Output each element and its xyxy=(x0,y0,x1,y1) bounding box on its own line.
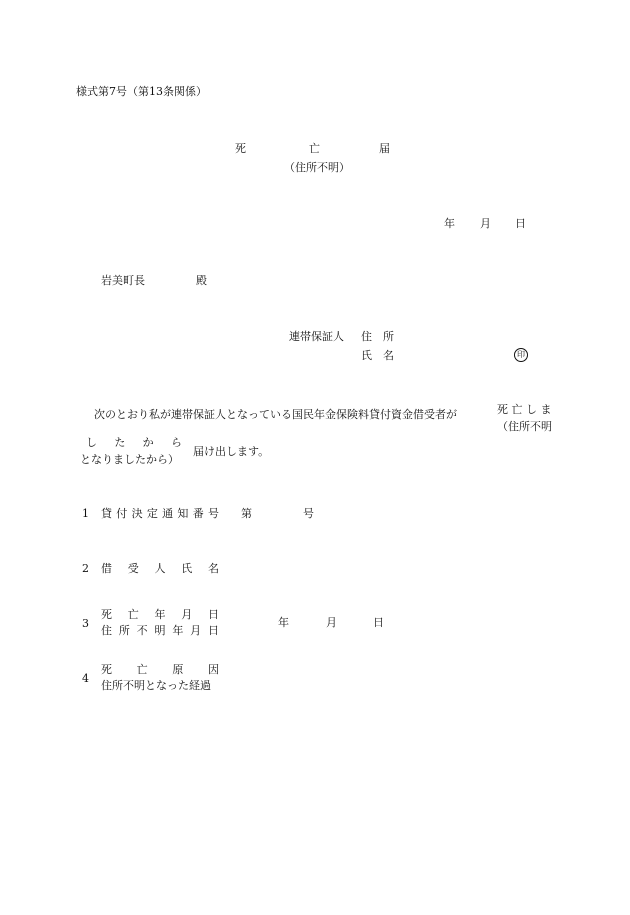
name-label: 氏 名 xyxy=(361,349,394,362)
item-3-label-char: 所 xyxy=(118,624,130,637)
address-label: 住 所 xyxy=(361,330,394,343)
title-subtitle: （住所不明） xyxy=(284,161,350,174)
date-year: 年 xyxy=(444,217,455,230)
item-3-label-char: 月 xyxy=(181,608,193,621)
title-char-3: 届 xyxy=(379,142,390,155)
item-3-label-char: 日 xyxy=(207,624,219,637)
item-2-label-char: 人 xyxy=(154,562,166,575)
item-2-number: 2 xyxy=(82,562,89,575)
item-1-label xyxy=(101,508,219,519)
item-2-label-char: 受 xyxy=(127,562,139,575)
item-2-label-char: 名 xyxy=(208,562,219,575)
item-2-label-char: 氏 xyxy=(181,562,193,575)
date-day: 日 xyxy=(515,217,526,230)
statement-end: 届け出します。 xyxy=(193,445,270,458)
item-1-label-char: 番 xyxy=(192,507,204,520)
item-4-label-char: 因 xyxy=(207,663,219,676)
shitakara-char: ら xyxy=(170,436,182,449)
item-3-label-char: 死 xyxy=(101,608,112,621)
item-3-label-line1 xyxy=(101,609,219,620)
item-4-number: 4 xyxy=(82,672,89,685)
seal-mark xyxy=(514,348,528,362)
item-4-label-line1 xyxy=(101,664,219,675)
seal-char: 印 xyxy=(514,348,528,362)
item-3-date-month: 月 xyxy=(326,616,337,629)
item-4-label-line2: 住所不明となった経過 xyxy=(101,679,211,692)
item-4-label-char: 死 xyxy=(101,663,112,676)
item-3-label-char: 日 xyxy=(208,608,219,621)
item-3-label-char: 年 xyxy=(172,624,184,637)
item-1-label-char: 決 xyxy=(131,507,143,520)
form-label: 様式第7号（第13条関係） xyxy=(76,85,207,98)
item-1-value-prefix: 第 xyxy=(241,507,252,520)
item-1-label-char: 貸 xyxy=(101,507,112,520)
item-3-label-char: 亡 xyxy=(127,608,139,621)
item-3-label-line2 xyxy=(101,625,219,636)
item-4-label-char: 亡 xyxy=(136,663,148,676)
item-3-label-char: 年 xyxy=(154,608,166,621)
statement-option-death: 死 亡 し ま xyxy=(497,403,552,416)
shitakara-char: た xyxy=(114,436,126,449)
item-3-label-char: 住 xyxy=(101,624,112,637)
addressee-honorific: 殿 xyxy=(196,274,207,287)
title-char-2: 亡 xyxy=(309,142,320,155)
item-1-label-char: 定 xyxy=(146,507,158,520)
shitakara-char: し xyxy=(86,436,97,449)
item-3-label-char: 明 xyxy=(154,624,166,637)
guarantor-role: 連帯保証人 xyxy=(289,330,344,343)
item-3-label-char: 不 xyxy=(136,624,148,637)
item-2-label xyxy=(101,563,219,574)
item-3-date-day: 日 xyxy=(373,616,384,629)
item-3-number: 3 xyxy=(82,617,89,630)
item-4-label-char: 原 xyxy=(172,663,184,676)
item-1-label-char: 付 xyxy=(116,507,128,520)
shitakara-char: か xyxy=(142,436,154,449)
title-char-1: 死 xyxy=(235,142,246,155)
item-2-label-char: 借 xyxy=(101,562,112,575)
item-1-value-suffix: 号 xyxy=(303,507,314,520)
item-1-label-char: 知 xyxy=(177,507,189,520)
addressee-name: 岩美町長 xyxy=(101,274,145,287)
item-3-date-year: 年 xyxy=(278,616,289,629)
statement-option-end: となりましたから） xyxy=(80,453,179,466)
item-3-label-char: 月 xyxy=(190,624,202,637)
statement-line1: 次のとおり私が連帯保証人となっている国民年金保険料貸付資金借受者が xyxy=(94,408,457,421)
statement-option-shitakara xyxy=(86,437,182,448)
item-1-number: 1 xyxy=(82,507,89,520)
item-1-label-char: 通 xyxy=(162,507,174,520)
date-month: 月 xyxy=(480,217,491,230)
statement-option-unknown: （住所不明 xyxy=(497,420,552,433)
item-1-label-char: 号 xyxy=(207,507,219,520)
